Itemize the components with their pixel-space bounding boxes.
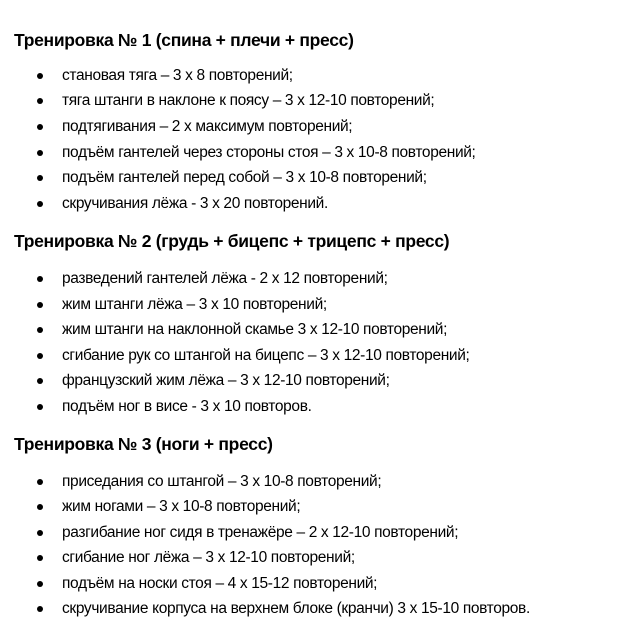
exercise-list-item (0, 547, 636, 572)
workout-heading: Тренировка № 3 (ноги + пресс) (14, 434, 273, 454)
exercise-text: подъём гантелей через стороны стоя – 3 х 10-8 повторений; (62, 144, 476, 161)
exercise-list-item (0, 573, 636, 598)
exercise-text: скручивание корпуса на верхнем блоке (кранчи) 3 х 15-10 повторов. (62, 600, 530, 617)
exercise-list-item (0, 396, 636, 421)
bullet-icon (37, 302, 43, 308)
bullet-icon (37, 201, 43, 207)
exercise-list-item (0, 471, 636, 496)
exercise-text: скручивания лёжа - 3 х 20 повторений. (62, 195, 328, 212)
exercise-list-item (0, 522, 636, 547)
exercise-text: сгибание ног лёжа – 3 х 12-10 повторений; (62, 549, 355, 566)
exercise-list-item (0, 370, 636, 395)
bullet-icon (37, 73, 43, 79)
bullet-icon (37, 327, 43, 333)
bullet-icon (37, 504, 43, 510)
bullet-icon (37, 606, 43, 612)
exercise-list-item (0, 167, 636, 192)
bullet-icon (37, 530, 43, 536)
exercise-list-item (0, 496, 636, 521)
exercise-text: сгибание рук со штангой на бицепс – 3 х 12-10 повторений; (62, 347, 470, 364)
exercise-text: разгибание ног сидя в тренажёре – 2 х 12-10 повторений; (62, 524, 459, 541)
bullet-icon (37, 555, 43, 561)
bullet-icon (37, 581, 43, 587)
exercise-list-item (0, 193, 636, 218)
exercise-text: подъём на носки стоя – 4 х 15-12 повторений; (62, 575, 378, 592)
exercise-text: французский жим лёжа – 3 х 12-10 повторений; (62, 372, 390, 389)
exercise-list-item (0, 598, 636, 623)
bullet-icon (37, 98, 43, 104)
bullet-icon (37, 353, 43, 359)
bullet-icon (37, 150, 43, 156)
exercise-text: тяга штанги в наклоне к поясу – 3 х 12-10 повторений; (62, 92, 435, 109)
exercise-list-item (0, 116, 636, 141)
exercise-text: жим штанги на наклонной скамье 3 х 12-10 повторений; (62, 321, 448, 338)
exercise-text: жим штанги лёжа – 3 х 10 повторений; (62, 296, 327, 313)
bullet-icon (37, 479, 43, 485)
exercise-text: разведений гантелей лёжа - 2 х 12 повторений; (62, 270, 388, 287)
bullet-icon (37, 404, 43, 410)
exercise-text: приседания со штангой – 3 х 10-8 повторений; (62, 473, 382, 490)
bullet-icon (37, 124, 43, 130)
exercise-text: подъём ног в висе - 3 х 10 повторов. (62, 398, 312, 415)
exercise-list-item (0, 345, 636, 370)
exercise-list-item (0, 268, 636, 293)
workout-heading: Тренировка № 1 (спина + плечи + пресс) (14, 30, 354, 50)
bullet-icon (37, 378, 43, 384)
workout-heading: Тренировка № 2 (грудь + бицепс + трицепс + пресс) (14, 231, 450, 251)
exercise-list-item (0, 142, 636, 167)
exercise-list-item (0, 294, 636, 319)
exercise-text: жим ногами – 3 х 10-8 повторений; (62, 498, 301, 515)
exercise-list-item (0, 319, 636, 344)
bullet-icon (37, 175, 43, 181)
exercise-list-item (0, 65, 636, 90)
exercise-list-item (0, 90, 636, 115)
exercise-text: подтягивания – 2 х максимум повторений; (62, 118, 353, 135)
exercise-text: подъём гантелей перед собой – 3 х 10-8 повторений; (62, 169, 427, 186)
exercise-text: становая тяга – 3 х 8 повторений; (62, 67, 293, 84)
bullet-icon (37, 276, 43, 282)
